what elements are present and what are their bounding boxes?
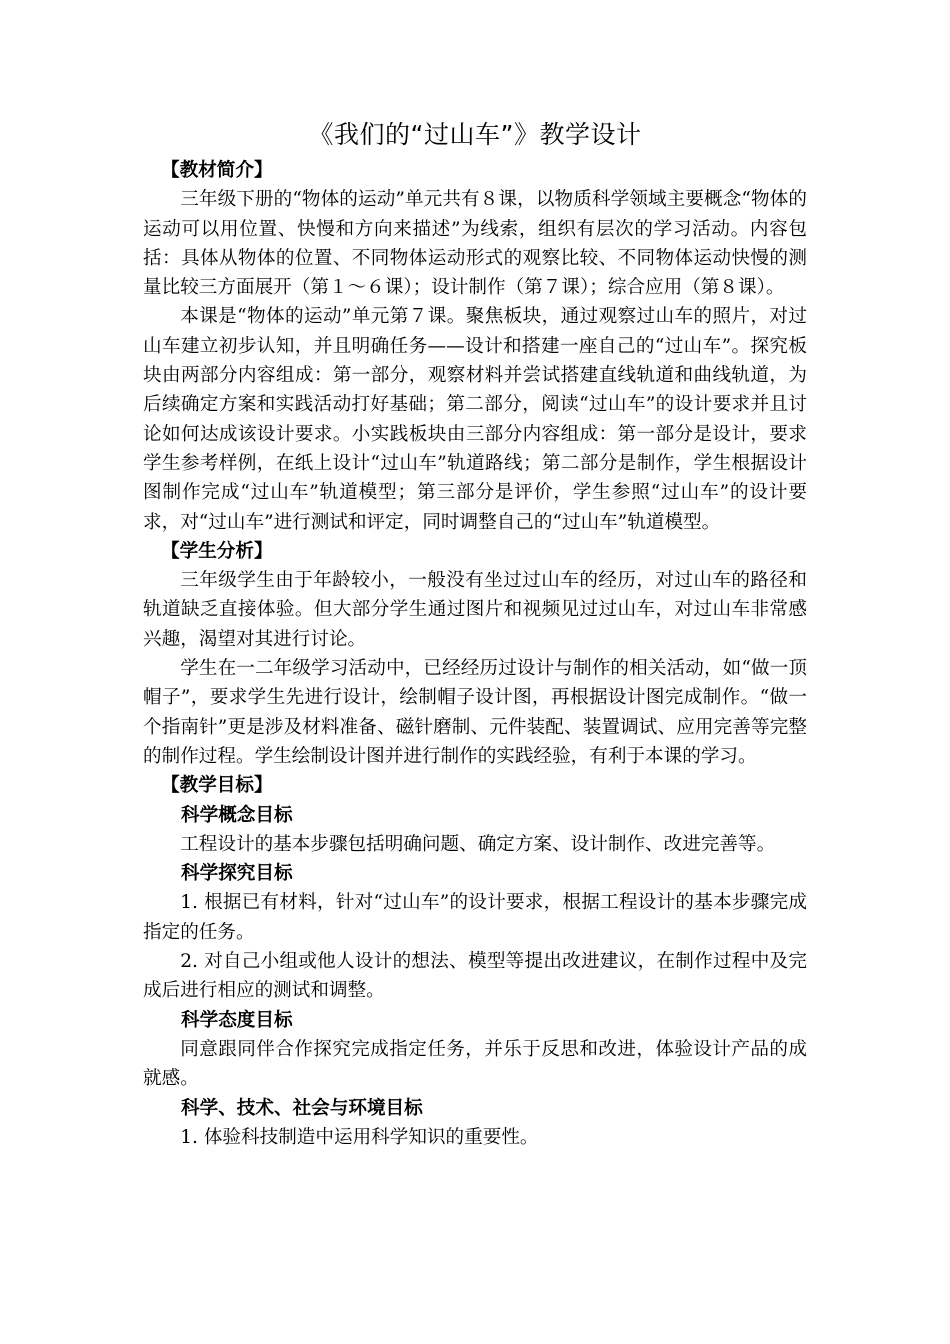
materials-paragraph-1: 三年级下册的“物体的运动”单元共有８课，以物质科学领域主要概念“物体的运动可以用位置、快慢和方向来描述”为线索，组织有层次的学习活动。内容包括：具体从物体的位置、不同物体运动形式的观察比较、不同物体运动快慢的测量比较三方面展开（第１～６课）；设计制作（第７课）；综合应用（第８课）。 [143,189,807,299]
goal-heading-inquiry: 科学探究目标 [181,863,293,885]
students-paragraph-2: 学生在一二年级学习活动中，已经经历过设计与制作的相关活动，如“做一顶帽子”，要求学生先进行设计，绘制帽子设计图，再根据设计图完成制作。“做一个指南针”更是涉及材料准备、磁针磨制、元件装配、装置调试、应用完善等完整的制作过程。学生绘制设计图并进行制作的实践经验，有利于本课的学习。 [143,658,807,767]
goal-attitude-text: 同意跟同伴合作探究完成指定任务，并乐于反思和改进，体验设计产品的成就感。 [143,1038,807,1090]
section-heading-students: 【学生分析】 [161,540,273,562]
section-heading-goals: 【教学目标】 [161,775,273,797]
goal-heading-attitude: 科学态度目标 [181,1009,293,1031]
document-title: 《我们的“过山车”》教学设计 [308,120,642,149]
goal-inquiry-item-1: 1. 根据已有材料，针对“过山车”的设计要求，根据工程设计的基本步骤完成指定的任务。 [143,892,807,943]
materials-paragraph-2: 本课是“物体的运动”单元第７课。聚焦板块，通过观察过山车的照片，对过山车建立初步认知，并且明确任务——设计和搭建一座自己的“过山车”。探究板块由两部分内容组成：第一部分，观察材料并尝试搭建直线轨道和曲线轨道，为后续确定方案和实践活动打好基础；第二部分，阅读“过山车”的设计要求并且讨论如何达成该设计要求。小实践板块由三部分内容组成：第一部分是设计，要求学生参考样例，在纸上设计“过山车”轨道路线；第二部分是制作，学生根据设计图制作完成“过山车”轨道模型；第三部分是评价，学生参照“过山车”的设计要求，对“过山车”进行测试和评定，同时调整自己的“过山车”轨道模型。 [143,306,807,533]
goal-sts-item-1: 1. 体验科技制造中运用科学知识的重要性。 [180,1126,539,1148]
goal-inquiry-item-2: 2. 对自己小组或他人设计的想法、模型等提出改进建议，在制作过程中及完成后进行相应的测试和调整。 [143,951,807,1002]
goal-heading-concept: 科学概念目标 [181,804,293,826]
document-body [143,156,807,1152]
goal-heading-sts: 科学、技术、社会与环境目标 [181,1097,423,1119]
students-paragraph-1: 三年级学生由于年龄较小，一般没有坐过过山车的经历，对过山车的路径和轨道缺乏直接体验。但大部分学生通过图片和视频见过过山车，对过山车非常感兴趣，渴望对其进行讨论。 [143,570,807,650]
section-heading-materials: 【教材简介】 [161,160,273,181]
goal-concept-text: 工程设计的基本步骤包括明确问题、确定方案、设计制作、改进完善等。 [180,833,776,855]
